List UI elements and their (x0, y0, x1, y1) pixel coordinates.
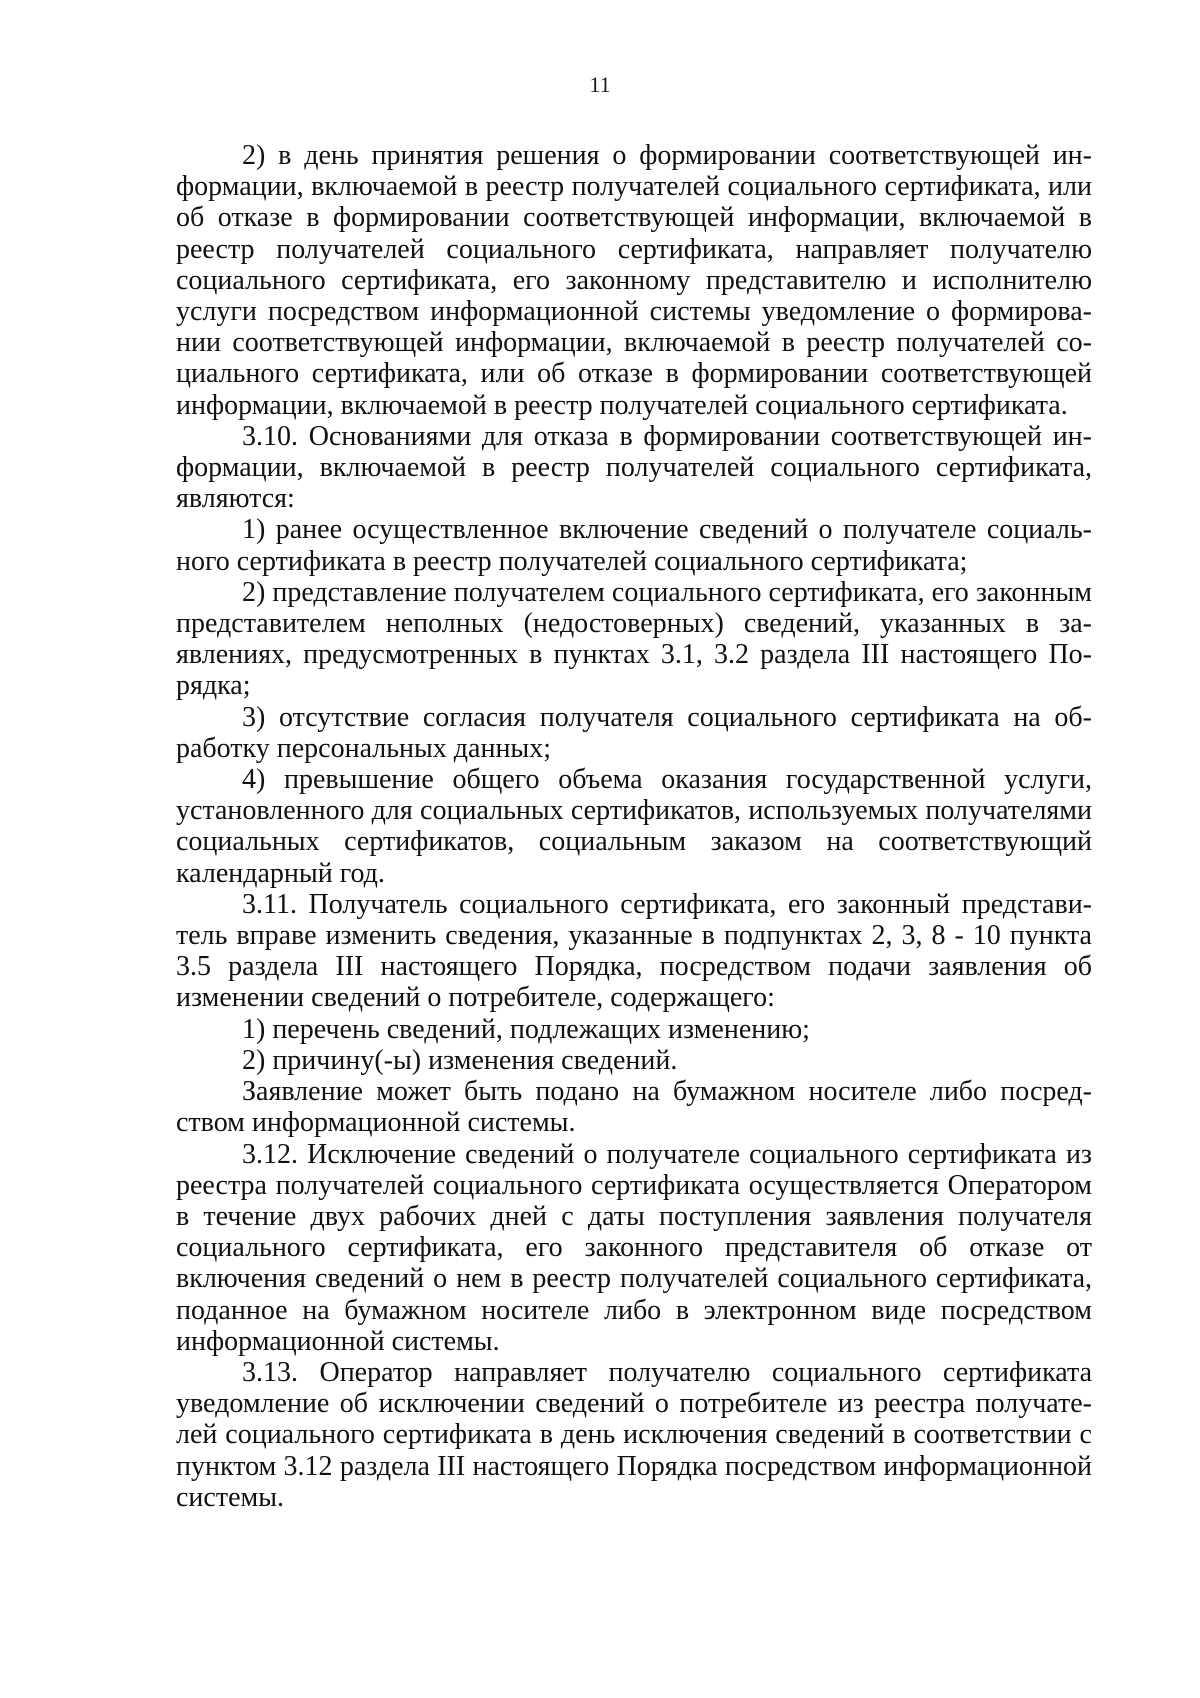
list-item-3-10-4: 4) превышение общего объема оказания государственной услуги, установленного для социальных сертификатов, используемых получателями социальных сертификатов, социальным заказом на соответствующий календарный год. (176, 764, 1092, 889)
list-item-3-10-2: 2) представление получателем социального сертификата, его законным представителем неполных (недостоверных) сведений, указанных в заявлениях, предусмотренных в пунктах 3.1, 3.2 раздела III настоящего Порядка; (176, 576, 1092, 702)
paragraph-3-11: 3.11. Получатель социального сертификата, его законный представитель вправе изменить сведения, указанные в подпунктах 2, 3, 8 - 10 пункта 3.5 раздела III настоящего Порядка, посредством подачи заявления об изменении сведений о потребителе, содержащего: (176, 888, 1092, 1014)
paragraph-3-13: 3.13. Оператор направляет получателю социального сертификата уведомление об исключении сведений о потребителе из реестра получателей социального сертификата в день исключения сведений в соответствии с пунктом 3.12 раздела III настоящего Порядка посредством информационной системы. (176, 1356, 1092, 1513)
list-item-3-10-3: 3) отсутствие согласия получателя социального сертификата на обработку персональных данных; (176, 701, 1092, 764)
list-item-3-11-1: 1) перечень сведений, подлежащих изменению; (242, 1013, 810, 1045)
list-item-3-11-2: 2) причину(-ы) изменения сведений. (242, 1044, 678, 1076)
paragraph-3-12: 3.12. Исключение сведений о получателе социального сертификата из реестра получателей социального сертификата осуществляется Оператором в течение двух рабочих дней с даты поступления заявления получателя социального сертификата, его законного представителя об отказе от включения сведений о нем в реестр получателей социального сертификата, поданное на бумажном носителе либо в электронном виде посредством информационной системы. (176, 1138, 1092, 1357)
paragraph-application-submission: Заявление может быть подано на бумажном носителе либо посредством информационной системы. (176, 1076, 1092, 1139)
paragraph-3-10: 3.10. Основаниями для отказа в формировании соответствующей информации, включаемой в реестр получателей социального сертификата, являются: (176, 420, 1092, 515)
document-body (176, 140, 1092, 1513)
paragraph-notification: 2) в день принятия решения о формировании соответствующей информации, включаемой в реестр получателей социального сертификата, или об отказе в формировании соответствующей информации, включаемой в реестр получателей социального сертификата, направляет получателю социального сертификата, его законному представителю и исполнителю услуги посредством информационной системы уведомление о формировании соответствующей информации, включаемой в реестр получателей социального сертификата, или об отказе в формировании соответствующей информации, включаемой в реестр получателей социального сертификата. (176, 140, 1092, 421)
list-item-3-10-1: 1) ранее осуществленное включение сведений о получателе социального сертификата в реестр получателей социального сертификата; (176, 514, 1092, 577)
page-number: 11 (589, 72, 611, 97)
